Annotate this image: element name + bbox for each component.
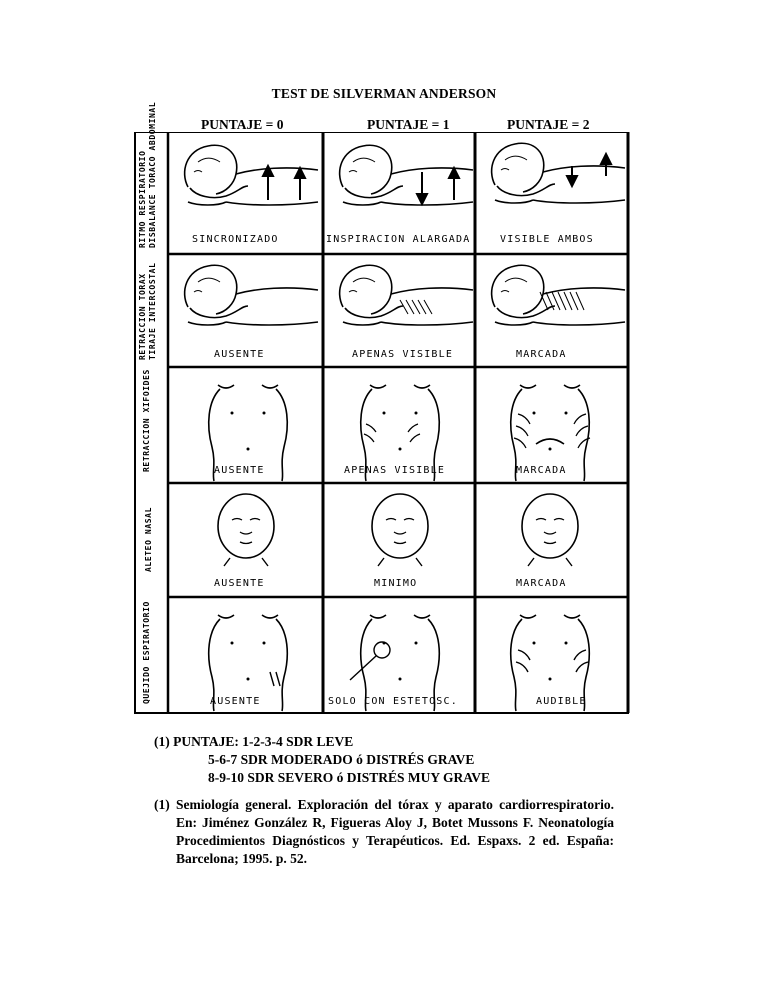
cell-label-r2-c1: APENAS VISIBLE: [352, 349, 454, 360]
cell-label-r1-c1: INSPIRACION ALARGADA: [326, 234, 471, 245]
scoring-line-3: 8-9-10 SDR SEVERO ó DISTRÉS MUY GRAVE: [208, 770, 491, 785]
cell-label-r4-c0: AUSENTE: [214, 578, 265, 589]
cell-label-r1-c0: SINCRONIZADO: [192, 234, 279, 245]
cell-label-r3-c0: AUSENTE: [214, 465, 265, 476]
scoring-line-1: (1) PUNTAJE: 1-2-3-4 SDR LEVE: [154, 734, 354, 749]
cell-label-r2-c0: AUSENTE: [214, 349, 265, 360]
cell-label-r1-c2: VISIBLE AMBOS: [500, 234, 594, 245]
header-score-2: PUNTAJE = 2: [507, 117, 590, 132]
cell-label-r4-c2: MARCADA: [516, 578, 567, 589]
cell-label-r3-c1: APENAS VISIBLE: [344, 465, 446, 476]
side-sub-row-1: DISBALANCE TORACO ABDOMINAL: [148, 101, 157, 248]
grid-illustrations: [130, 132, 630, 716]
header-score-1: PUNTAJE = 1: [367, 117, 450, 132]
side-label-row-5: QUEJIDO ESPIRATORIO: [142, 601, 151, 704]
cell-label-r3-c2: MARCADA: [516, 465, 567, 476]
side-label-row-3: RETRACCION XIFOIDES: [142, 369, 151, 472]
side-sub-row-2: TIRAJE INTERCOSTAL: [148, 262, 157, 360]
cell-label-r2-c2: MARCADA: [516, 349, 567, 360]
cell-label-r5-c0: AUSENTE: [210, 696, 261, 707]
scoring-notes: [154, 733, 490, 787]
page-title: TEST DE SILVERMAN ANDERSON: [271, 86, 497, 101]
scoring-line-2: 5-6-7 SDR MODERADO ó DISTRÉS GRAVE: [208, 752, 475, 767]
header-score-0: PUNTAJE = 0: [201, 117, 284, 132]
cell-label-r4-c1: MINIMO: [374, 578, 418, 589]
cell-label-r5-c2: AUDIBLE: [536, 696, 587, 707]
reference-text: Semiología general. Exploración del tórax y aparato cardiorrespiratorio. En: Jiménez González R, Figueras Aloy J, Botet Mussons F. Neonatología Procedimientos Diagnósticos y Terapéuticos. Ed. Espaxs. 2 ed. España: Barcelona; 1995. p. 52.: [176, 797, 614, 866]
side-label-row-1: RITMO RESPIRATORIO: [138, 150, 147, 248]
side-label-row-4: ALETEO NASAL: [144, 507, 153, 572]
cell-label-r5-c1: SOLO CON ESTETOSC.: [328, 696, 458, 707]
reference-number: (1): [154, 797, 170, 812]
side-label-row-2: RETRACCION TORAX: [138, 273, 147, 360]
reference: [154, 796, 614, 868]
